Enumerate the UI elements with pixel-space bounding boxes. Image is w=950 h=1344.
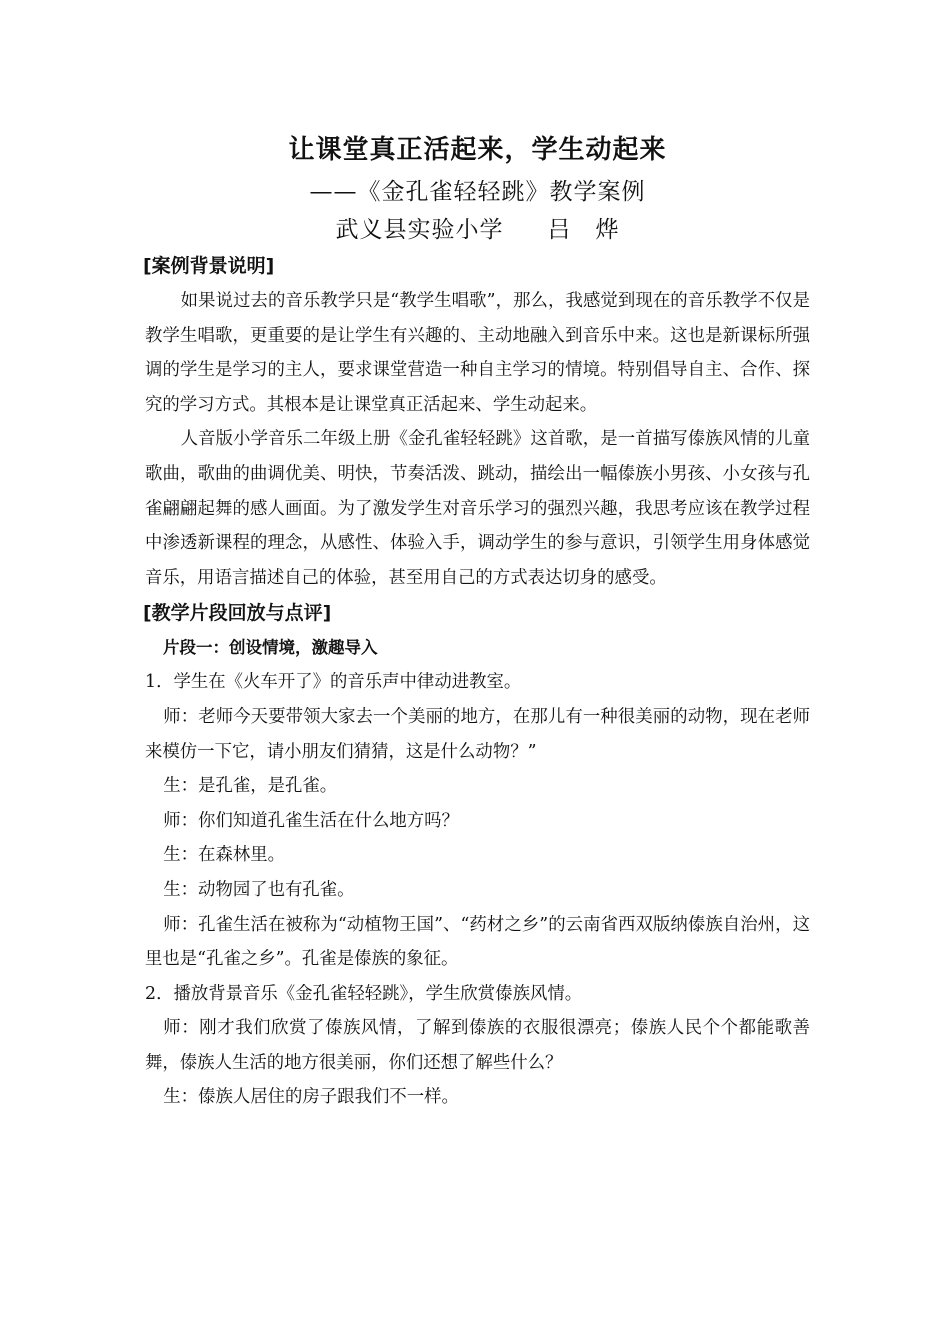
author-school: 武义县实验小学 xyxy=(335,217,504,243)
dialogue-line: 生：是孔雀，是孔雀。 xyxy=(163,776,338,797)
dialogue-line: 生：傣族人居住的房子跟我们不一样。 xyxy=(163,1087,459,1108)
section-heading-background: [案例背景说明] xyxy=(143,255,275,277)
dialogue-line: 师：你们知道孔雀生活在什么地方吗？ xyxy=(163,810,459,831)
dialogue-line: 师：刚才我们欣赏了傣族风情，了解到傣族的衣服很漂亮；傣族人民个个都能歌善舞，傣族人生活的地方很美丽，你们还想了解些什么？ xyxy=(145,1018,810,1073)
background-paragraph-2: 人音版小学音乐二年级上册《金孔雀轻轻跳》这首歌，是一首描写傣族风情的儿童歌曲，歌曲的曲调优美、明快，节奏活泼、跳动，描绘出一幅傣族小男孩、小女孩与孔雀翩翩起舞的感人画面。为了激发学生对音乐学习的强烈兴趣，我思考应该在教学过程中渗透新课程的理念，从感性、体验入手，调动学生的参与意识，引领学生用身体感觉音乐，用语言描述自己的体验，甚至用自己的方式表达切身的感受。 xyxy=(145,429,810,588)
dialogue-line: 师：孔雀生活在被称为“动植物王国”、“药材之乡”的云南省西双版纳傣族自治州，这里也是“孔雀之乡”。孔雀是傣族的象征。 xyxy=(145,914,810,970)
section-heading-review: [教学片段回放与点评] xyxy=(143,602,332,625)
background-paragraph-1: 如果说过去的音乐教学只是“教学生唱歌”，那么，我感觉到现在的音乐教学不仅是教学生唱歌，更重要的是让学生有兴趣的、主动地融入到音乐中来。这也是新课标所强调的学生是学习的主人，要求课堂营造一种自主学习的情境。特别倡导自主、合作、探究的学习方式。其根本是让课堂真正活起来、学生动起来。 xyxy=(145,291,810,415)
dialogue-line: 师：老师今天要带领大家去一个美丽的地方，在那儿有一种很美丽的动物，现在老师来模仿一下它，请小朋友们猜猜，这是什么动物？” xyxy=(145,706,810,762)
document-title: 让课堂真正活起来，学生动起来 xyxy=(288,135,667,165)
step-2-line: 2．播放背景音乐《金孔雀轻轻跳》，学生欣赏傣族风情。 xyxy=(145,983,583,1004)
dialogue-line: 生：动物园了也有孔雀。 xyxy=(163,879,355,900)
author-name: 吕 烨 xyxy=(547,217,620,243)
dialogue-line: 生：在森林里。 xyxy=(163,845,286,866)
fragment-heading-1: 片段一：创设情境，激趣导入 xyxy=(163,638,378,658)
author-line xyxy=(145,212,810,248)
document-subtitle: ——《金孔雀轻轻跳》教学案例 xyxy=(309,179,646,205)
step-1-line: 1．学生在《火车开了》的音乐声中律动进教室。 xyxy=(145,672,522,693)
document-body xyxy=(145,128,810,1115)
